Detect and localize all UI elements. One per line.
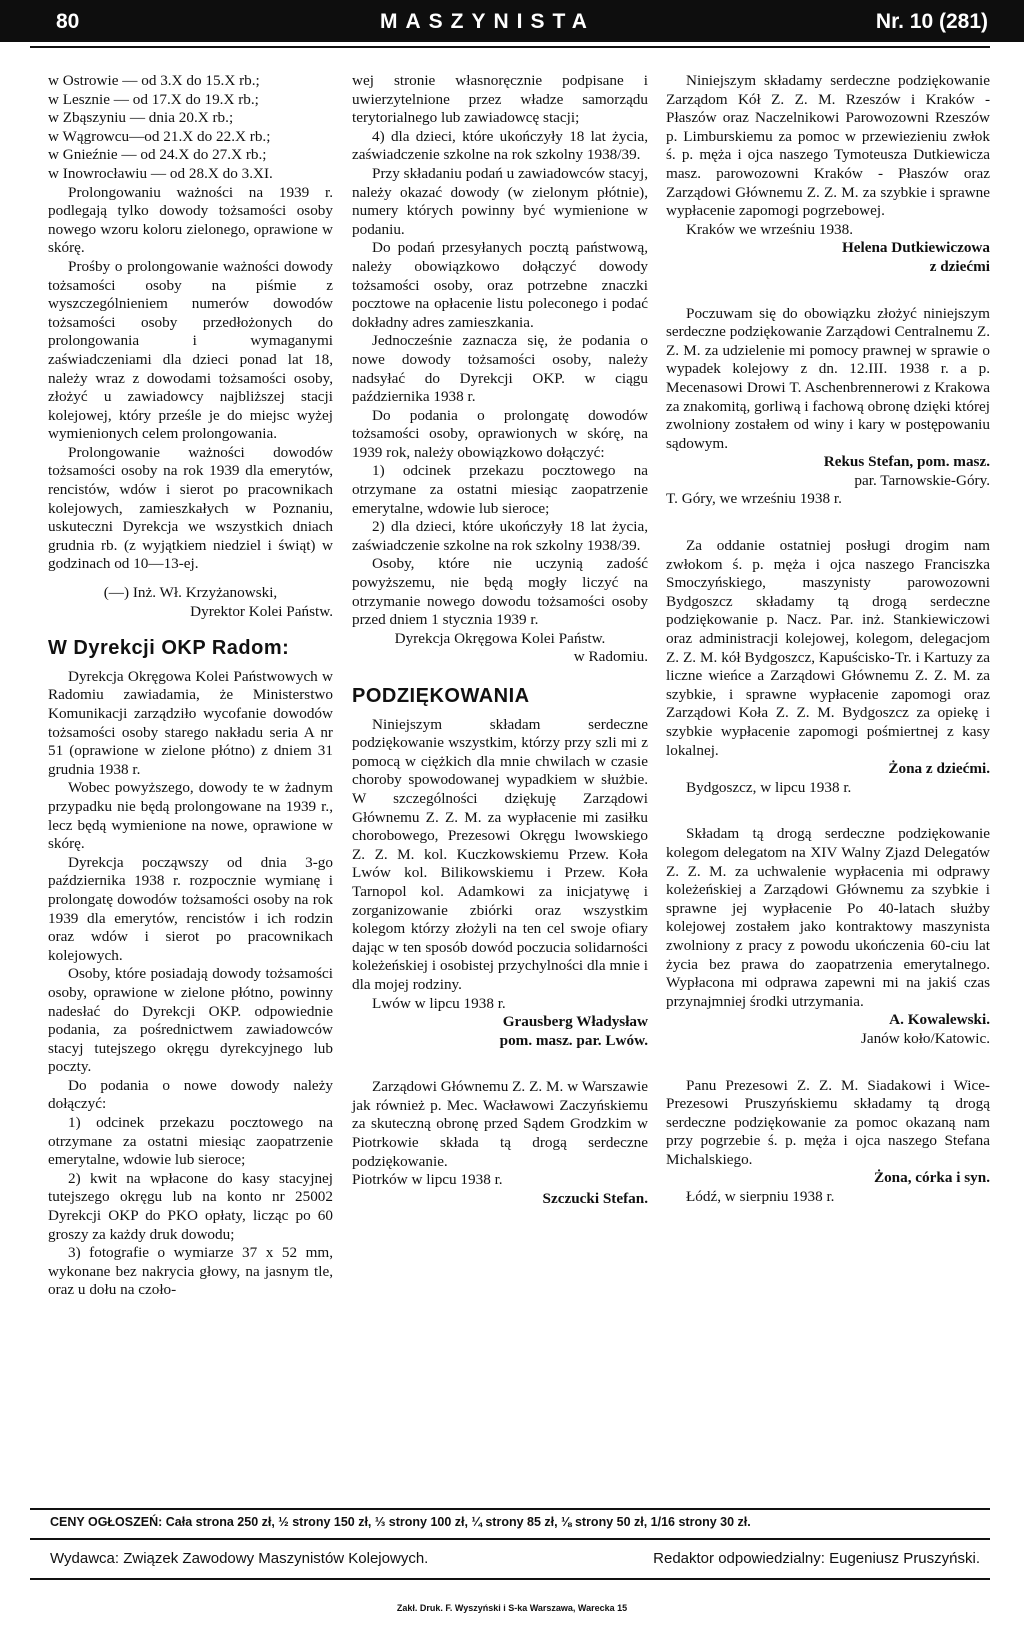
footer-rule-bottom	[30, 1578, 990, 1580]
paragraph: wej stronie własnoręcznie podpisane i uwierzytelnione przez władze samorządu terytorialnego lub zawiadowcę stacji;	[352, 72, 648, 127]
signature-name: A. Kowalewski.	[889, 1011, 990, 1029]
signature-name: (—) Inż. Wł. Krzyżanowski,	[103, 584, 278, 602]
paragraph: Zarządowi Głównemu Z. Z. M. w Warszawie jak również p. Mec. Wacławowi Zaczyńskiemu za skuteczną obronę przed Sądem Grodzkim w Piotrkowie składa tą drogą serdeczne podziękowanie.	[352, 1078, 648, 1170]
signature-title: pom. masz. par. Lwów.	[499, 1031, 648, 1049]
column-3	[666, 72, 990, 1207]
magazine-title: MASZYNISTA	[380, 10, 595, 33]
paragraph: Bydgoszcz, w lipcu 1938 r.	[686, 778, 852, 796]
paragraph: Jednocześnie zaznacza się, że podania o nowe dowody tożsamości osoby, należy nadsyłać do Dyrekcji OKP. w ciągu października 1938 r.	[352, 332, 648, 406]
paragraph: Za oddanie ostatniej posługi drogim nam zwłokom ś. p. męża i ojca naszego Franciszka Smoczyńskiego, maszynisty parowozowni Bydgoszcz składamy tą drogą serdeczne podziękowanie p. Nacz. Par. inż. Stankiewiczowi oraz administracji kolejowej, kolegom, delegacjom Z. Z. M. kół Bydgoszcz, Kapuścisko-Tr. i Kartuzy za liczne wieńce a Zarządowi Głównemu Z. Z. M. za szybkie, i sprawne wypłacenie zapomogi oraz Zarządowi Koła Z. Z. M. Bydgoszcz za opiekę i szybkie wypłacenie zapomogi pośmiertnej z kasy lokalnej.	[666, 537, 990, 759]
paragraph: Do podania o nowe dowody należy dołączyć:	[48, 1076, 333, 1113]
signature-title: par. Tarnowskie-Góry.	[854, 471, 990, 489]
list-item: 1) odcinek przekazu pocztowego na otrzymane za ostatni miesiąc zaopatrzenie emerytalne, wdowie lub sieroce;	[352, 462, 648, 517]
publisher: Wydawca: Związek Zawodowy Maszynistów Kolejowych.	[50, 1550, 429, 1567]
header-rule	[30, 46, 990, 48]
list-item: 3) fotografie o wymiarze 37 x 52 mm, wykonane bez nakrycia głowy, na jasnym tle, oraz u dołu na czoło-	[48, 1244, 333, 1299]
paragraph: Kraków we wrześniu 1938.	[686, 220, 854, 238]
paragraph: Dyrekcja Okręgowa Kolei Państwowych w Radomiu zawiadamia, że Ministerstwo Komunikacji zarządziło wycofanie dowodów tożsamości osoby starego nakładu seria A nr 51 (oprawione w zielone płótno) z dniem 31 grudnia 1938 r.	[48, 667, 333, 778]
paragraph: Poczuwam się do obowiązku złożyć niniejszym serdeczne podziękowanie Zarządowi Centralnemu Z. Z. M. za udzielenie mi pomocy prawnej w sprawie o wypadek kolejowy z dn. 12.III. 1938 r. a p. Mecenasowi Drowi T. Aschenbrennerowi z Krakowa za znakomitą, gorliwą i fachową obronę dzięki której zwolniony zostałem od winy i kary w postępowaniu sądowym.	[666, 304, 990, 452]
editor: Redaktor odpowiedzialny: Eugeniusz Pruszyński.	[653, 1550, 980, 1567]
page-number: 80	[56, 10, 80, 33]
signature-name: Helena Dutkiewiczowa	[841, 239, 990, 257]
section-heading: PODZIĘKOWANIA	[352, 685, 530, 707]
signature-place: w Radomiu.	[573, 648, 648, 666]
paragraph: T. Góry, we wrześniu 1938 r.	[666, 490, 842, 508]
paragraph: Przy składaniu podań u zawiadowców stacyj, należy okazać dowody (w zielonym płótnie), numery których powinny być wymienione w podaniu.	[352, 164, 648, 238]
ad-prices: CENY OGŁOSZEŃ: Cała strona 250 zł, ½ strony 150 zł, ⅓ strony 100 zł, ¼ strony 85 zł, ⅛ strony 50 zł, 1/16 strony 30 zł.	[50, 1515, 751, 1529]
issue-number: Nr. 10 (281)	[875, 10, 988, 33]
schedule-line: w Ostrowie — od 3.X do 15.X rb.;	[48, 72, 260, 89]
paragraph: Niniejszym składam serdeczne podziękowanie wszystkim, którzy przy szli mi z pomocą w ciężkich dla mnie chwilach w czasie choroby spowodowanej wypadkiem w służbie. W szczególności dziękuję Zarządowi Głównemu Z. Z. M. za wypłacenie mi zasiłku chorobowego, Prezesowi Okręgu lwowskiego Z. Z. M. kol. Kuczkowskiemu Przew. Koła Lwów kol. Bilikowskiemu i Przew. Koła Tarnopol kol. Adamkowi za inicjatywę i zorganizowanie zbiórki oraz wszystkim kolegom którzy złożyli na ten cel swoje ofiary dając w ten sposób dowód poczucia solidarności koleżeńskiej i osobistej przychylności dla mnie i dla mojej rodziny.	[352, 715, 648, 993]
schedule-line: w Zbąszyniu — dnia 20.X rb.;	[48, 109, 234, 127]
schedule-line: w Lesznie — od 17.X do 19.X rb.;	[48, 90, 259, 108]
footer-rule-top	[30, 1508, 990, 1510]
column-2	[352, 72, 648, 1208]
paragraph: Osoby, które nie uczynią zadość powyższemu, nie będą mogły liczyć na otrzymanie nowego dowodu tożsamości osoby przed dniem 1 stycznia 1939 r.	[352, 555, 648, 629]
paragraph: Łódź, w sierpniu 1938 r.	[686, 1188, 835, 1206]
paragraph: Do podania o prolongatę dowodów tożsamości osoby, oprawionych w skórę, na 1939 rok, należy obowiązkowo dołączyć:	[352, 406, 648, 461]
signature-name: Żona z dziećmi.	[888, 760, 990, 778]
signature-name: Szczucki Stefan.	[542, 1189, 648, 1207]
paragraph: Osoby, które posiadają dowody tożsamości osoby, oprawione w zielone płótno, powinny nadesłać do Dyrekcji OKP. odpowiednie podania, za pośrednictwem zawiadowców stacyj tutejszego okręgu dyrekcyjnego lub poczty.	[48, 965, 333, 1076]
paragraph: Prolongowanie ważności dowodów tożsamości osoby na rok 1939 dla emerytów, rencistów, wdów i sierot po pracownikach kolejowych, zamieszkałych w Poznaniu, uskuteczni Dyrekcja we wszystkich dniach grudnia rb. (z wyjątkiem niedziel i świąt) w godzinach od 10—13-ej.	[48, 443, 333, 573]
list-item: 2) dla dzieci, które ukończyły 18 lat życia, zaświadczenie szkolne na rok szkolny 1938/39.	[352, 518, 648, 554]
publisher-row	[50, 1550, 980, 1567]
paragraph: Prolongowaniu ważności na 1939 r. podlegają tylko dowody tożsamości osoby nowego wzoru koloru zielonego, oprawione w skórę.	[48, 183, 333, 257]
section-heading: W Dyrekcji OKP Radom:	[48, 637, 290, 660]
column-1	[48, 72, 333, 1300]
signature-name: Dyrekcja Okręgowa Kolei Państw.	[394, 629, 606, 647]
paragraph: Lwów w lipcu 1938 r.	[372, 994, 506, 1012]
list-item: 1) odcinek przekazu pocztowego na otrzymane za ostatni miesiąc zaopatrzenie emerytalne, wdowie lub sieroce;	[48, 1114, 333, 1169]
paragraph: Dyrekcja począwszy od dnia 3-go października 1938 r. rozpocznie wymianę i prolongatę dowodów tożsamości osoby na rok 1939 dla emerytów, rencistów i ich rodzin oraz wdów i sierot po pracownikach kolejowych.	[48, 853, 333, 964]
paragraph: Panu Prezesowi Z. Z. M. Siadakowi i Wice-Prezesowi Pruszyńskiemu składamy tą drogą serdeczne podziękowanie za pomoc okazaną nam przy pogrzebie ś. p. męża i ojca naszego Stefana Michalskiego.	[666, 1076, 990, 1168]
printer-imprint: Zakł. Druk. F. Wyszyński i S-ka Warszawa, Warecka 15	[396, 1603, 628, 1613]
paragraph: Składam tą drogą serdeczne podziękowanie kolegom delegatom na XIV Walny Zjazd Delegatów Z. Z. M. za uchwalenie wypłacenia mi odprawy koleżeńskiej a Zarządowi Głównemu za szybkie i sprawne jej wypłacenie Po 40-latach służby kolejowej zostałem jako kontraktowy maszynista zwolniony z pracy z powodu ukończenia 60-ciu lat życia bez prawa do zaopatrzenia emerytalnego. Wypłacona mi odprawa zapewni mi na jakiś czas przynajmniej środki utrzymania.	[666, 825, 990, 1010]
signature-name: Rekus Stefan, pom. masz.	[823, 453, 990, 471]
list-item: 2) kwit na wpłacone do kasy stacyjnej tutejszego okręgu lub na konto nr 25002 Dyrekcji OKP do PKO opłaty, licząc po 60 groszy za każdy druk dowodu;	[48, 1169, 333, 1243]
paragraph: Niniejszym składamy serdeczne podziękowanie Zarządom Kół Z. Z. M. Rzeszów i Kraków - Płaszów oraz Naczelnikowi Parowozowni Rzeszów p. Limburskiemu za pomoc w przewiezieniu zwłok ś. p. męża i ojca naszego Tymoteusza Dutkiewicza masz. parowozowni Kraków - Płaszów oraz Zarządowi Głównemu Z. Z. M. za szybkie i sprawne wypłacenie zapomogi pogrzebowej.	[666, 72, 990, 220]
signature-name: Grausberg Władysław	[502, 1013, 648, 1031]
paragraph: Prośby o prolongowanie ważności dowody tożsamości osoby na piśmie z wyszczególnieniem numerów dowodów tożsamości osoby przedłożonych do prolongowania i wymaganymi zaświadczeniami dla dzieci ponad lat 18, należy wraz z dowodami tożsamości osoby, złożyć u zawiadowcy najbliższej stacji kolejowej, który prześle je do miejsc wyżej wymienionych celem prolongowania.	[48, 257, 333, 443]
signature-title: z dziećmi	[929, 257, 990, 275]
signature-title: Dyrektor Kolei Państw.	[190, 602, 333, 620]
schedule-line: w Gnieźnie — od 24.X do 27.X rb.;	[48, 146, 267, 164]
page-header	[0, 0, 1024, 42]
signature-place: Janów koło/Katowic.	[860, 1029, 990, 1047]
paragraph: Wobec powyższego, dowody te w żadnym przypadku nie będą prolongowane na 1939 r., lecz będą wymienione na nowe, oprawione w skórę.	[48, 779, 333, 853]
list-item: 4) dla dzieci, które ukończyły 18 lat życia, zaświadczenie szkolne na rok szkolny 1938/39.	[352, 127, 648, 164]
schedule-line: w Inowrocławiu — od 28.X do 3.XI.	[48, 164, 273, 182]
footer-rule-middle	[30, 1538, 990, 1540]
paragraph: Piotrków w lipcu 1938 r.	[352, 1171, 503, 1189]
signature-name: Żona, córka i syn.	[873, 1169, 990, 1187]
schedule-line: w Wągrowcu—od 21.X do 22.X rb.;	[48, 127, 271, 145]
paragraph: Do podań przesyłanych pocztą państwową, należy obowiązkowo dołączyć dowody tożsamości osoby, oraz potrzebne znaczki pocztowe na opłacenie listu poleconego i podać dokładny adres zamieszkania.	[352, 239, 648, 331]
